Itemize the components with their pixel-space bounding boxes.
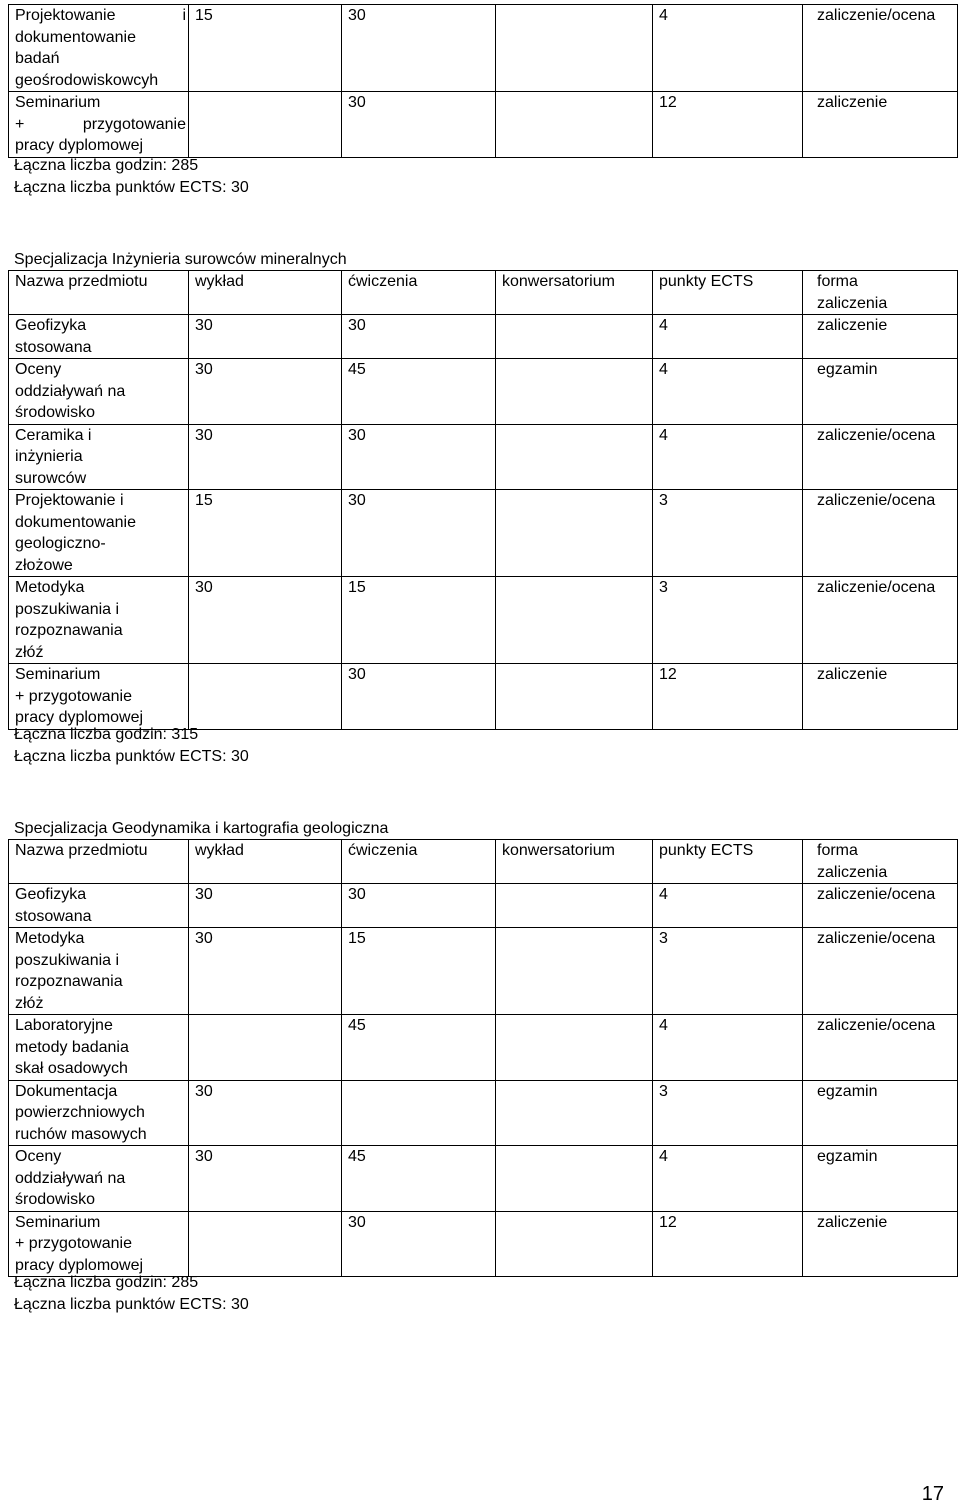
konwersatorium-hours bbox=[496, 490, 653, 577]
header-forma-line1: forma bbox=[817, 273, 858, 290]
course-name-line: Ceramika i bbox=[15, 426, 92, 444]
course-name-line: geologiczno- bbox=[15, 535, 106, 552]
konwersatorium-hours bbox=[496, 884, 653, 928]
cwiczenia-hours: 30 bbox=[342, 92, 496, 158]
course-name bbox=[9, 359, 189, 425]
total-hours: Łączna liczba godzin: 285 bbox=[14, 157, 199, 174]
forma-zaliczenia: zaliczenie/ocena bbox=[803, 884, 958, 928]
konwersatorium-hours bbox=[496, 424, 653, 490]
header-konwersatorium: konwersatorium bbox=[496, 840, 653, 884]
header-name: Nazwa przedmiotu bbox=[9, 840, 189, 884]
course-name-line: środowisko bbox=[15, 404, 96, 421]
course-table-inzynieria bbox=[8, 270, 958, 730]
ects-points: 3 bbox=[653, 577, 803, 664]
course-name bbox=[9, 1080, 189, 1146]
wyklad-hours bbox=[189, 664, 342, 730]
course-name-line: złożowe bbox=[15, 556, 73, 574]
course-name-line: Oceny bbox=[15, 361, 62, 378]
header-ects: punkty ECTS bbox=[653, 271, 803, 315]
course-name-line bbox=[15, 5, 188, 27]
cwiczenia-hours: 15 bbox=[342, 928, 496, 1015]
section-title: Specjalizacja Inżynieria surowców mineralnych bbox=[14, 251, 347, 268]
course-name-line: pracy dyplomowej bbox=[15, 137, 144, 154]
header-konwersatorium: konwersatorium bbox=[496, 271, 653, 315]
wyklad-hours bbox=[189, 92, 342, 158]
ects-points: 4 bbox=[653, 1146, 803, 1212]
ects-points: 3 bbox=[653, 490, 803, 577]
course-name-line: oddziaływań na bbox=[15, 1169, 126, 1187]
course-name-line: Geofizyka bbox=[15, 886, 87, 903]
wyklad-hours bbox=[189, 1015, 342, 1081]
total-hours: Łączna liczba godzin: 315 bbox=[14, 726, 199, 743]
course-name bbox=[9, 1146, 189, 1212]
ects-points: 4 bbox=[653, 884, 803, 928]
section-1-totals bbox=[14, 724, 249, 767]
forma-zaliczenia: zaliczenie bbox=[803, 92, 958, 158]
course-name-line: Seminarium bbox=[15, 94, 101, 111]
forma-zaliczenia: zaliczenie/ocena bbox=[803, 577, 958, 664]
table-row bbox=[9, 490, 958, 577]
course-name-line: stosowana bbox=[15, 338, 92, 356]
wyklad-hours: 15 bbox=[189, 5, 342, 92]
total-ects: Łączna liczba punktów ECTS: 30 bbox=[14, 1295, 249, 1313]
header-name: Nazwa przedmiotu bbox=[9, 271, 189, 315]
header-cwiczenia: ćwiczenia bbox=[342, 840, 496, 884]
course-name-word: + bbox=[15, 115, 25, 133]
course-name-line: Dokumentacja bbox=[15, 1082, 118, 1100]
konwersatorium-hours bbox=[496, 1211, 653, 1277]
course-name-line: stosowana bbox=[15, 907, 92, 925]
course-name-line: geośrodowiskowcyh bbox=[15, 71, 159, 89]
course-name-line: dokumentowanie bbox=[15, 28, 136, 46]
course-name-line: skał osadowych bbox=[15, 1060, 128, 1077]
course-name bbox=[9, 490, 189, 577]
course-name-word: przygotowanie bbox=[82, 115, 186, 133]
table-row bbox=[9, 884, 958, 928]
course-name-line: rozpoznawania bbox=[15, 973, 123, 990]
table-row bbox=[9, 664, 958, 730]
course-name bbox=[9, 315, 189, 359]
cwiczenia-hours: 45 bbox=[342, 359, 496, 425]
course-name-line: + przygotowanie bbox=[15, 1235, 132, 1252]
course-name-line: dokumentowanie bbox=[15, 513, 136, 531]
table-row bbox=[9, 315, 958, 359]
ects-points: 12 bbox=[653, 1211, 803, 1277]
course-name bbox=[9, 577, 189, 664]
forma-zaliczenia: egzamin bbox=[803, 1080, 958, 1146]
forma-zaliczenia: zaliczenie bbox=[803, 315, 958, 359]
total-hours: Łączna liczba godzin: 285 bbox=[14, 1274, 199, 1291]
konwersatorium-hours bbox=[496, 664, 653, 730]
total-ects: Łączna liczba punktów ECTS: 30 bbox=[14, 747, 249, 765]
forma-zaliczenia: egzamin bbox=[803, 1146, 958, 1212]
forma-zaliczenia: zaliczenie/ocena bbox=[803, 5, 958, 92]
course-name-line: rozpoznawania bbox=[15, 622, 123, 639]
course-table-continued bbox=[8, 4, 958, 158]
course-name-line: złóź bbox=[15, 643, 44, 661]
course-name-line: + przygotowanie bbox=[15, 687, 132, 705]
header-forma-line2: zaliczenia bbox=[817, 294, 888, 312]
wyklad-hours: 30 bbox=[189, 884, 342, 928]
header-ects: punkty ECTS bbox=[653, 840, 803, 884]
course-name-line: Projektowanie i bbox=[15, 492, 124, 509]
course-name bbox=[9, 1211, 189, 1277]
cwiczenia-hours bbox=[342, 1080, 496, 1146]
ects-points: 4 bbox=[653, 315, 803, 359]
konwersatorium-hours bbox=[496, 928, 653, 1015]
cwiczenia-hours: 30 bbox=[342, 884, 496, 928]
course-name-line: metody badania bbox=[15, 1038, 129, 1056]
konwersatorium-hours bbox=[496, 1080, 653, 1146]
course-name-line: Metodyka bbox=[15, 930, 85, 947]
table-row bbox=[9, 92, 958, 158]
cwiczenia-hours: 30 bbox=[342, 424, 496, 490]
forma-zaliczenia: zaliczenie/ocena bbox=[803, 490, 958, 577]
course-name-line: Seminarium bbox=[15, 1213, 101, 1231]
course-name-word: Projektowanie bbox=[15, 7, 116, 24]
course-name-line: oddziaływań na bbox=[15, 382, 126, 400]
table-row bbox=[9, 1015, 958, 1081]
konwersatorium-hours bbox=[496, 5, 653, 92]
course-name bbox=[9, 5, 189, 92]
wyklad-hours: 30 bbox=[189, 928, 342, 1015]
cwiczenia-hours: 45 bbox=[342, 1146, 496, 1212]
wyklad-hours: 30 bbox=[189, 1146, 342, 1212]
cwiczenia-hours: 15 bbox=[342, 577, 496, 664]
cwiczenia-hours: 30 bbox=[342, 490, 496, 577]
section-0 bbox=[8, 4, 958, 158]
course-name-line: poszukiwania i bbox=[15, 600, 120, 618]
table-header bbox=[9, 840, 958, 884]
course-name bbox=[9, 664, 189, 730]
course-name-line: pracy dyplomowej bbox=[15, 709, 144, 726]
wyklad-hours: 30 bbox=[189, 315, 342, 359]
cwiczenia-hours: 45 bbox=[342, 1015, 496, 1081]
ects-points: 12 bbox=[653, 92, 803, 158]
konwersatorium-hours bbox=[496, 359, 653, 425]
course-name-line: inżynieria bbox=[15, 448, 83, 465]
wyklad-hours: 30 bbox=[189, 424, 342, 490]
konwersatorium-hours bbox=[496, 315, 653, 359]
wyklad-hours: 30 bbox=[189, 359, 342, 425]
course-name-line: pracy dyplomowej bbox=[15, 1256, 144, 1274]
forma-zaliczenia: zaliczenie/ocena bbox=[803, 928, 958, 1015]
ects-points: 3 bbox=[653, 1080, 803, 1146]
forma-zaliczenia: zaliczenie bbox=[803, 1211, 958, 1277]
table-row bbox=[9, 577, 958, 664]
konwersatorium-hours bbox=[496, 577, 653, 664]
table-row bbox=[9, 1146, 958, 1212]
wyklad-hours bbox=[189, 1211, 342, 1277]
section-2 bbox=[8, 839, 958, 1277]
course-name-line: surowców bbox=[15, 469, 87, 487]
cwiczenia-hours: 30 bbox=[342, 5, 496, 92]
course-name bbox=[9, 92, 189, 158]
ects-points: 12 bbox=[653, 664, 803, 730]
total-ects: Łączna liczba punktów ECTS: 30 bbox=[14, 178, 249, 196]
course-name bbox=[9, 928, 189, 1015]
forma-zaliczenia: zaliczenie/ocena bbox=[803, 1015, 958, 1081]
header-cwiczenia: ćwiczenia bbox=[342, 271, 496, 315]
course-name bbox=[9, 884, 189, 928]
course-name-line: poszukiwania i bbox=[15, 951, 120, 969]
table-row bbox=[9, 928, 958, 1015]
course-name-line: Oceny bbox=[15, 1148, 62, 1165]
course-name-line: ruchów masowych bbox=[15, 1125, 147, 1143]
header-forma bbox=[803, 840, 958, 884]
section-0-totals bbox=[14, 155, 249, 198]
konwersatorium-hours bbox=[496, 1146, 653, 1212]
ects-points: 4 bbox=[653, 424, 803, 490]
course-table-geodynamika bbox=[8, 839, 958, 1277]
course-name-line: Geofizyka bbox=[15, 317, 87, 334]
header-wyklad: wykład bbox=[189, 840, 342, 884]
course-name-line: Seminarium bbox=[15, 666, 101, 683]
course-name bbox=[9, 424, 189, 490]
ects-points: 4 bbox=[653, 359, 803, 425]
ects-points: 4 bbox=[653, 1015, 803, 1081]
header-wyklad: wykład bbox=[189, 271, 342, 315]
wyklad-hours: 15 bbox=[189, 490, 342, 577]
course-name-line: złóż bbox=[15, 994, 44, 1012]
header-forma-line2: zaliczenia bbox=[817, 863, 888, 881]
cwiczenia-hours: 30 bbox=[342, 315, 496, 359]
cwiczenia-hours: 30 bbox=[342, 664, 496, 730]
table-header bbox=[9, 271, 958, 315]
section-title: Specjalizacja Geodynamika i kartografia geologiczna bbox=[14, 820, 389, 837]
section-2-totals bbox=[14, 1272, 249, 1315]
table-row bbox=[9, 1080, 958, 1146]
header-forma bbox=[803, 271, 958, 315]
konwersatorium-hours bbox=[496, 92, 653, 158]
table-row bbox=[9, 424, 958, 490]
forma-zaliczenia: egzamin bbox=[803, 359, 958, 425]
forma-zaliczenia: zaliczenie bbox=[803, 664, 958, 730]
table-row bbox=[9, 5, 958, 92]
table-row bbox=[9, 359, 958, 425]
course-name-line: powierzchniowych bbox=[15, 1104, 145, 1121]
course-name-line bbox=[15, 114, 188, 136]
course-name-line: badań bbox=[15, 50, 60, 67]
wyklad-hours: 30 bbox=[189, 1080, 342, 1146]
konwersatorium-hours bbox=[496, 1015, 653, 1081]
course-name-line: Metodyka bbox=[15, 579, 85, 596]
forma-zaliczenia: zaliczenie/ocena bbox=[803, 424, 958, 490]
course-name-line: środowisko bbox=[15, 1191, 96, 1208]
course-name-line: Laboratoryjne bbox=[15, 1017, 113, 1034]
ects-points: 4 bbox=[653, 5, 803, 92]
course-name bbox=[9, 1015, 189, 1081]
ects-points: 3 bbox=[653, 928, 803, 1015]
page-number: 17 bbox=[921, 1482, 944, 1505]
header-forma-line1: forma bbox=[817, 842, 858, 859]
course-name-word: i bbox=[182, 7, 186, 24]
cwiczenia-hours: 30 bbox=[342, 1211, 496, 1277]
table-row bbox=[9, 1211, 958, 1277]
section-1 bbox=[8, 270, 958, 730]
wyklad-hours: 30 bbox=[189, 577, 342, 664]
